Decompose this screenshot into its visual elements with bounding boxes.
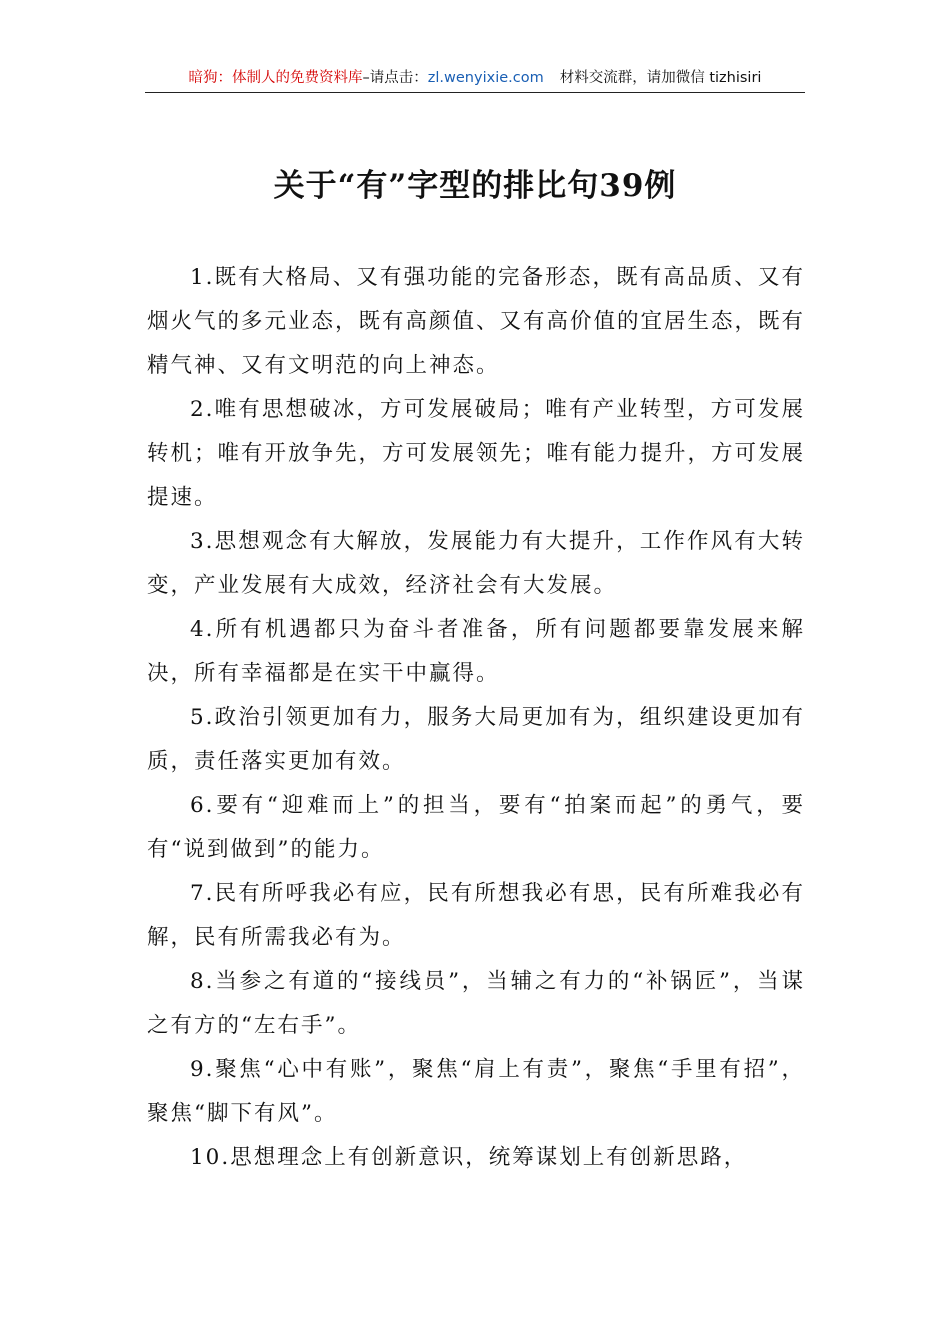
header-prompt: –请点击： [362,70,428,86]
paragraph-1: 1.既有大格局、又有强功能的完备形态，既有高品质、又有烟火气的多元业态，既有高颜值、又有高价值的宜居生态，既有精气神、又有文明范的向上神态。 [147,265,806,378]
paragraph-4: 4.所有机遇都只为奋斗者准备，所有问题都要靠发展来解决，所有幸福都是在实干中赢得。 [147,617,805,686]
paragraph-9: 9.聚焦“心中有账”，聚焦“肩上有责”，聚焦“手里有招”，聚焦“脚下有风”。 [147,1057,805,1126]
paragraph-10: 10.思想理念上有创新意识，统筹谋划上有创新思路， [190,1145,748,1170]
paragraph-7: 7.民有所呼我必有应，民有所想我必有思，民有所难我必有解，民有所需我必有为。 [147,881,805,950]
header-brand: 暗狗：体制人的免费资料库 [188,70,363,86]
paragraph-3: 3.思想观念有大解放，发展能力有大提升，工作作风有大转变，产业发展有大成效，经济社会有大发展。 [147,529,805,598]
page-header [145,68,805,93]
paragraph-5: 5.政治引领更加有力，服务大局更加有为，组织建设更加有质，责任落实更加有效。 [147,705,805,774]
paragraph-8: 8.当参之有道的“接线员”，当辅之有力的“补锅匠”，当谋之有方的“左右手”。 [147,969,805,1038]
document-body [147,256,805,1180]
header-contact: 材料交流群，请加微信 tizhisiri [559,70,762,86]
paragraph-2: 2.唯有思想破冰，方可发展破局；唯有产业转型，方可发展转机；唯有开放争先，方可发展领先；唯有能力提升，方可发展提速。 [147,397,806,510]
document-title: 关于“有”字型的排比句39例 [273,168,677,204]
header-url-link[interactable]: zl.wenyixie.com [427,70,544,86]
paragraph-6: 6.要有“迎难而上”的担当，要有“拍案而起”的勇气，要有“说到做到”的能力。 [147,793,805,862]
